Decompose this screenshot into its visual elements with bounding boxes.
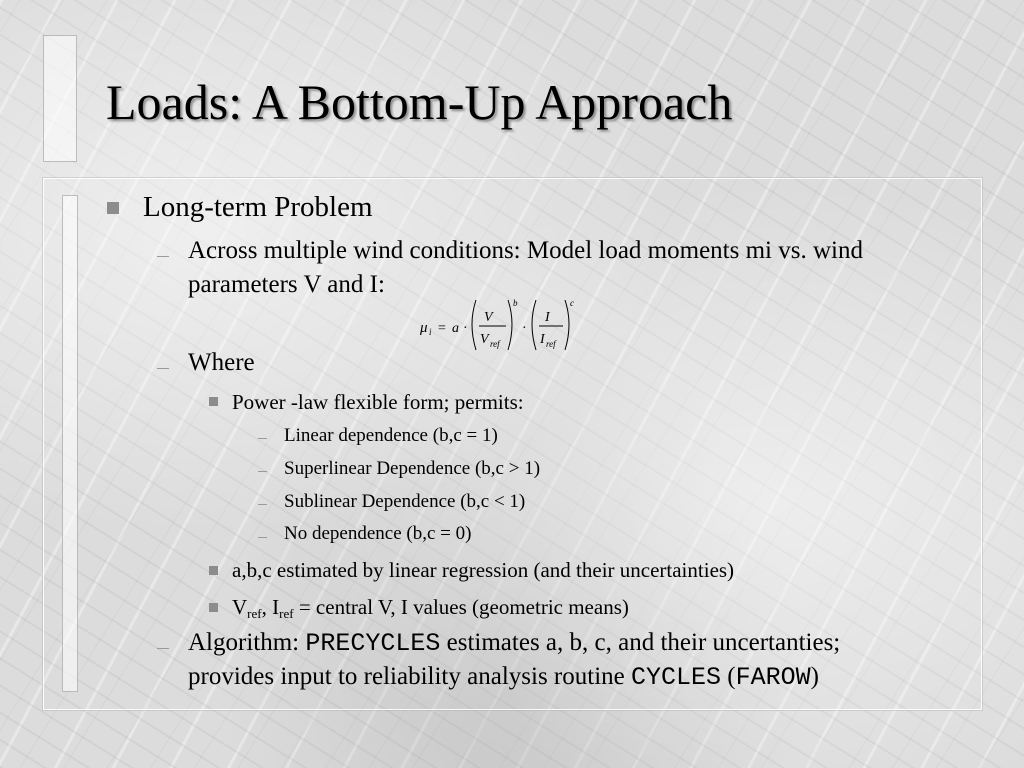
- iref-subscript: ref: [279, 605, 294, 621]
- farow-code: FAROW: [735, 663, 811, 692]
- bullet-reference-values: [232, 593, 629, 621]
- equation-mu: μ: [420, 320, 428, 336]
- algorithm-line2: provides input to reliability analysis routine: [188, 663, 631, 690]
- bullet-wind-conditions-cont: parameters V and I:: [188, 271, 385, 298]
- bullet-square-icon: [209, 603, 218, 612]
- right-paren-1-icon: [508, 300, 512, 350]
- equation-exp-b: b: [513, 298, 518, 308]
- bullet-algorithm-cont: [188, 660, 819, 695]
- bullet-square-icon: [107, 202, 119, 214]
- bullet-power-law: Power -law flexible form; permits:: [232, 390, 524, 414]
- bullet-square-icon: [209, 397, 218, 406]
- equation-dot-2: ·: [522, 321, 527, 336]
- power-law-equation: [418, 294, 588, 354]
- vref-symbol: V: [232, 595, 248, 619]
- left-paren-1-icon: [472, 300, 476, 350]
- title-accent-bar: [43, 35, 77, 162]
- equation-v-ref: ref: [490, 339, 500, 349]
- algorithm-mid: estimates a, b, c, and their uncertanties;: [440, 629, 841, 656]
- equation-a: a: [452, 321, 459, 336]
- slide-title: Loads: A Bottom-Up Approach: [106, 74, 733, 130]
- equation-i-den: I: [540, 332, 545, 347]
- bullet-dash-icon: [157, 256, 169, 257]
- algorithm-lead: Algorithm:: [188, 629, 306, 656]
- algorithm-open-paren: (: [721, 663, 736, 690]
- reference-values-text: = central V, I values (geometric means): [293, 595, 629, 619]
- bullet-no-dependence: No dependence (b,c = 0): [284, 523, 472, 544]
- precycles-code: PRECYCLES: [305, 629, 441, 658]
- right-paren-2-icon: [565, 300, 569, 350]
- bullet-dash-icon: [157, 368, 169, 369]
- equation-exp-c: c: [570, 298, 574, 308]
- bullet-dash-icon: [258, 471, 267, 472]
- equation-equals: =: [438, 321, 446, 336]
- bullet-dash-icon: [258, 438, 267, 439]
- bullet-dash-icon: [258, 504, 267, 505]
- bullet-linear-dependence: Linear dependence (b,c = 1): [284, 425, 498, 446]
- equation-i-num: I: [545, 310, 550, 325]
- vref-subscript: ref: [247, 605, 262, 621]
- bullet-sublinear-dependence: Sublinear Dependence (b,c < 1): [284, 491, 526, 512]
- bullet-dash-icon: [258, 537, 267, 538]
- equation-v-num: V: [484, 310, 493, 325]
- equation-dot-1: ·: [463, 321, 468, 336]
- equation-i-ref: ref: [546, 339, 556, 349]
- iref-symbol: , I: [261, 595, 280, 619]
- bullet-superlinear-dependence: Superlinear Dependence (b,c > 1): [284, 458, 541, 479]
- bullet-dash-icon: [157, 648, 169, 649]
- cycles-code: CYCLES: [630, 663, 721, 692]
- equation-mu-sub: i: [429, 327, 432, 337]
- bullet-square-icon: [209, 566, 218, 575]
- bullet-algorithm: [188, 626, 840, 661]
- bullet-regression: a,b,c estimated by linear regression (and their uncertainties): [232, 558, 735, 582]
- left-paren-2-icon: [532, 300, 536, 350]
- bullet-wind-conditions: Across multiple wind conditions: Model load moments mi vs. wind: [188, 237, 863, 264]
- bullet-long-term-problem: Long-term Problem: [143, 191, 373, 223]
- equation-v-den: V: [480, 332, 489, 347]
- algorithm-close-paren: ): [810, 663, 819, 690]
- bullet-where: Where: [188, 349, 255, 376]
